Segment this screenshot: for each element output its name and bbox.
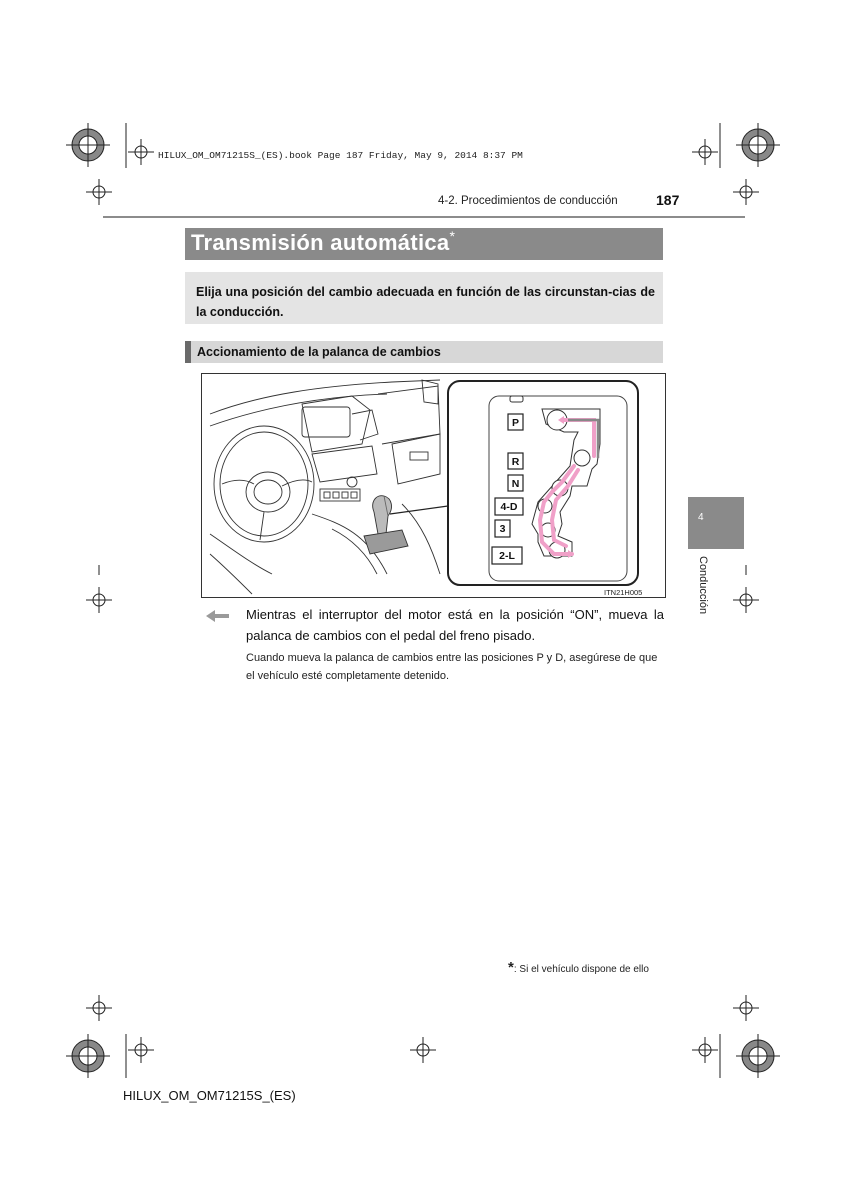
figure-id: ITN21H005 [604, 588, 643, 597]
callout-line [390, 506, 448, 514]
intro-box [185, 272, 663, 324]
shift-lever-figure [201, 373, 666, 598]
left-arrow-icon [206, 609, 230, 623]
caution-note: Cuando mueva la palanca de cambios entre las posiciones P y D, asegúrese de que el vehículo esté completamente detenido. [246, 652, 658, 682]
gate-label-r: R [511, 456, 520, 468]
footnote-text: : Si el vehículo dispone de ello [513, 964, 649, 975]
title-bar [185, 228, 663, 260]
subsection-title: Accionamiento de la palanca de cambios [197, 345, 441, 359]
gate-label-p: P [511, 417, 520, 429]
chapter-label: Conducción [697, 556, 709, 615]
page-title-text: Transmisión automática [191, 230, 450, 255]
instruction-text: Mientras el interruptor del motor está en la posición “ON”, mueva la palanca de cambios con el pedal del freno pisado. [246, 607, 664, 643]
footer-document-code: HILUX_OM_OM71215S_(ES) [123, 1088, 296, 1103]
gate-label-n: N [511, 478, 520, 490]
subsection-accent [185, 341, 191, 363]
header-rule [103, 216, 745, 218]
figure-drawing [202, 374, 667, 599]
dashboard-drawing [210, 380, 440, 594]
shift-gate-panel [448, 381, 638, 585]
gate-label-4d: 4-D [500, 501, 518, 513]
intro-text: Elija una posición del cambio adecuada en función de las circunstan-cias de la conducción. [196, 285, 655, 319]
chapter-tab [688, 497, 744, 549]
subsection-bar [185, 341, 663, 363]
chapter-number: 4 [698, 512, 704, 523]
footnote-star: * [508, 959, 514, 976]
title-marker: * [449, 228, 456, 244]
page-title [191, 230, 455, 256]
gate-label-3: 3 [499, 523, 506, 535]
page-number: 187 [656, 192, 680, 208]
gate-label-2l: 2-L [499, 550, 515, 562]
file-info-header: HILUX_OM_OM71215S_(ES).book Page 187 Friday, May 9, 2014 8:37 PM [158, 150, 523, 161]
section-label: 4-2. Procedimientos de conducción [438, 195, 618, 207]
footnote [508, 959, 649, 976]
